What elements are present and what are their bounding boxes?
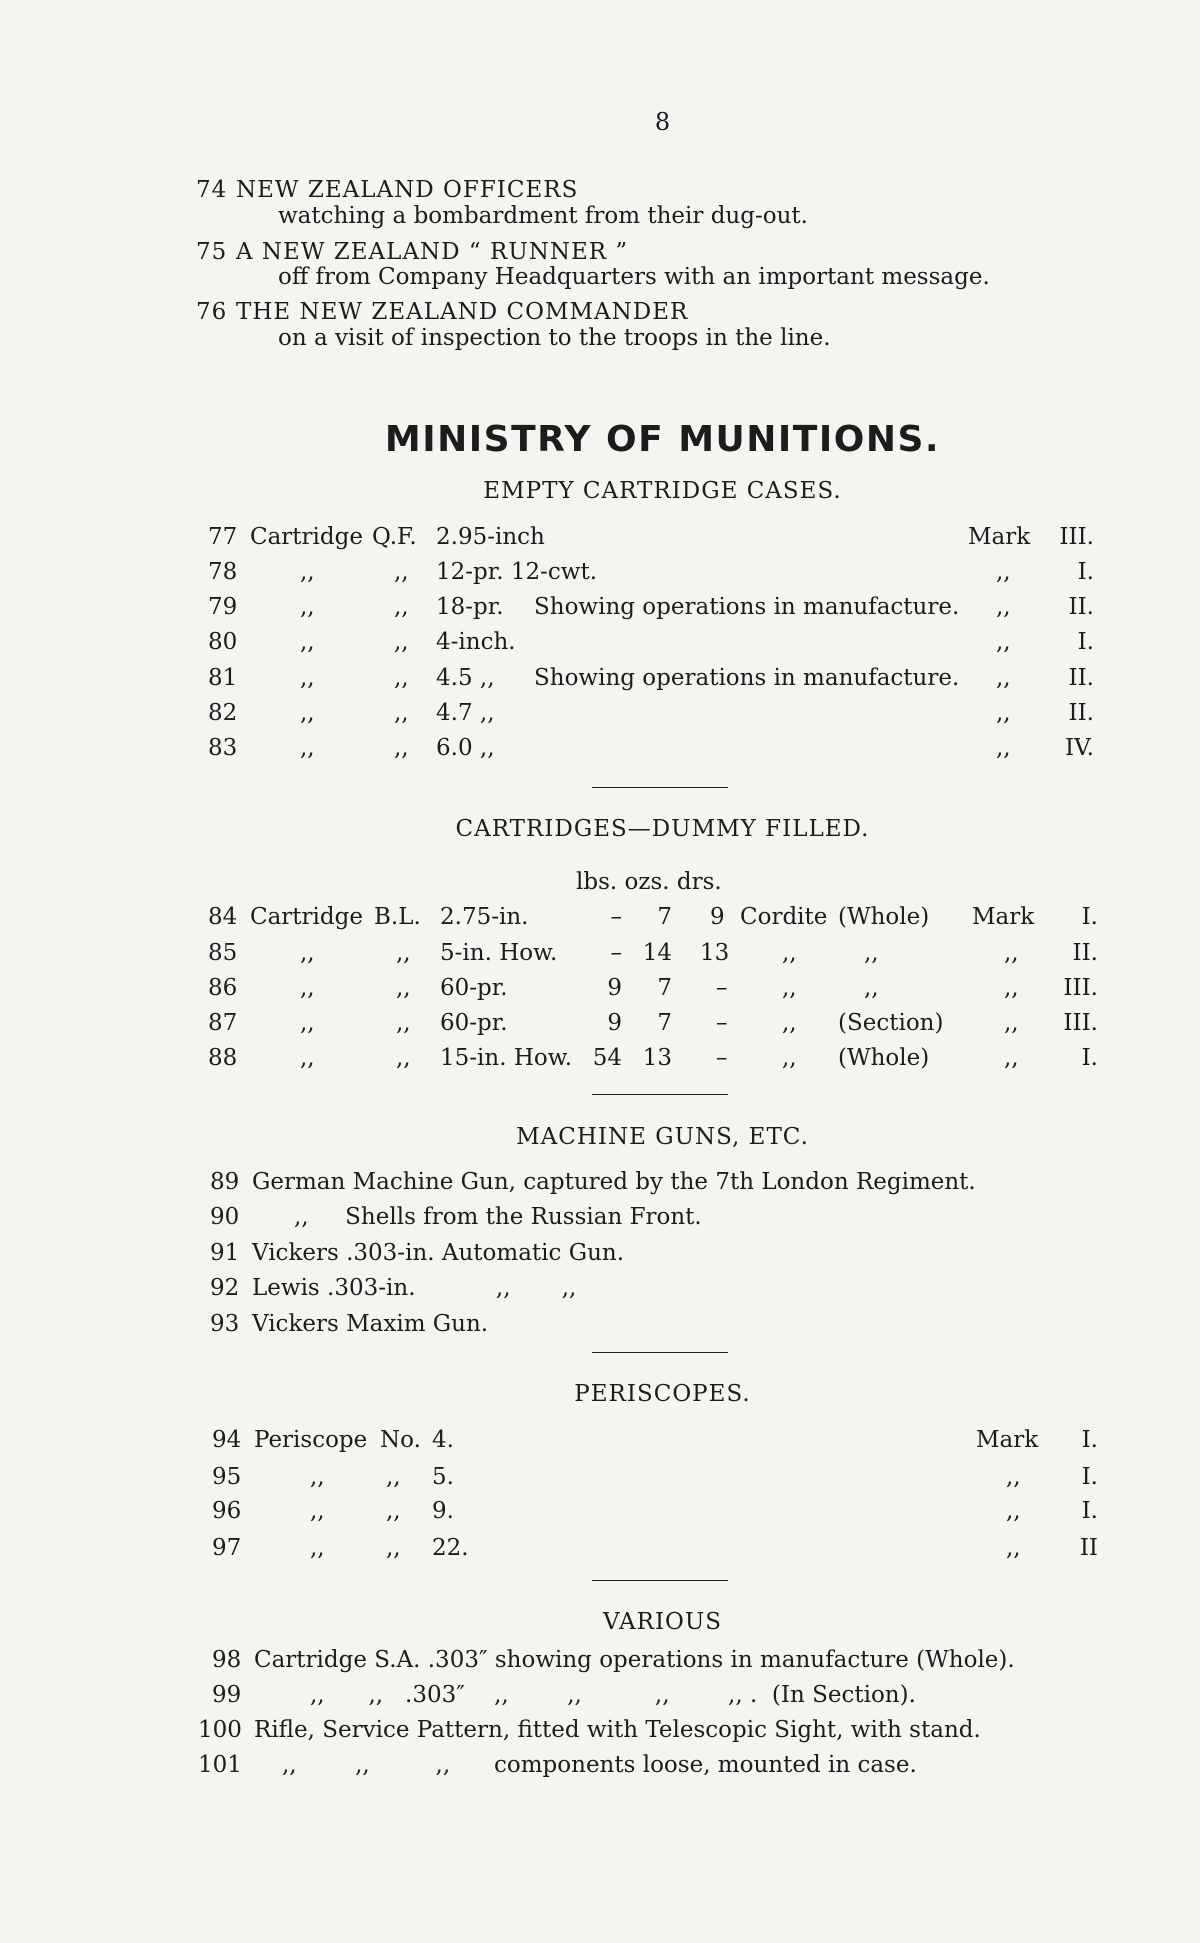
- filling-type: (Whole): [838, 1045, 930, 1071]
- entry-number: 100: [198, 1717, 242, 1743]
- mark-value: I.: [1081, 1498, 1098, 1524]
- mark-value: I.: [1077, 559, 1094, 585]
- entry-number: 98: [212, 1647, 242, 1673]
- entry-item: 2.75-in.: [440, 904, 529, 930]
- weight-ozs: 7: [657, 975, 672, 1001]
- entry-text: Vickers Maxim Gun.: [252, 1311, 489, 1337]
- entry-text: German Machine Gun, captured by the 7th London Regiment.: [252, 1169, 976, 1195]
- mark-value: IV.: [1065, 735, 1094, 761]
- mark-label: Mark: [968, 524, 1031, 550]
- entry-subtype: B.L.: [374, 904, 421, 930]
- section-divider: [592, 1580, 728, 1581]
- entry-number: 81: [208, 665, 238, 691]
- weight-lbs: 54: [592, 1045, 622, 1071]
- entry-number: 88: [208, 1045, 238, 1071]
- entry-number: 84: [208, 904, 238, 930]
- entry-item: 60-pr.: [440, 1010, 508, 1036]
- mark-value: I.: [1081, 1464, 1098, 1490]
- entry-item: 4.: [432, 1427, 454, 1453]
- entry-number: 79: [208, 594, 238, 620]
- mark-label: ,,: [1004, 1010, 1019, 1036]
- entry-type: ,,: [300, 940, 315, 966]
- section-heading: MACHINE GUNS, ETC.: [516, 1124, 809, 1150]
- entry-type: ,,: [300, 700, 315, 726]
- mark-value: III.: [1063, 975, 1098, 1001]
- entry-text: Cartridge S.A. .303″ showing operations in manufacture (Whole).: [254, 1647, 1015, 1673]
- mark-value: III.: [1063, 1010, 1098, 1036]
- entry-number: 96: [212, 1498, 242, 1524]
- mark-label: ,,: [1006, 1535, 1021, 1561]
- entry-item: 4.5 ,,: [436, 665, 495, 691]
- entry-description: Showing operations in manufacture.: [534, 594, 960, 620]
- entry-number: 89: [210, 1169, 240, 1195]
- units-header: lbs. ozs. drs.: [576, 869, 722, 895]
- entry-number: 97: [212, 1535, 242, 1561]
- entry-number: 77: [208, 524, 238, 550]
- entry-subtype: Q.F.: [372, 524, 417, 550]
- weight-ozs: 7: [657, 904, 672, 930]
- filling: ,,: [782, 1010, 797, 1036]
- mark-label: ,,: [1006, 1464, 1021, 1490]
- entry-number: 93: [210, 1311, 240, 1337]
- entry-number: 74: [196, 177, 228, 203]
- section-heading: CARTRIDGES—DUMMY FILLED.: [455, 816, 870, 842]
- entry-number: 94: [212, 1427, 242, 1453]
- mark-value: I.: [1081, 1045, 1098, 1071]
- entry-number: 95: [212, 1464, 242, 1490]
- mark-label: ,,: [1004, 975, 1019, 1001]
- page-number: 8: [654, 108, 671, 136]
- entry-number: 75: [196, 239, 228, 265]
- entry-description: Showing operations in manufacture.: [534, 665, 960, 691]
- entry-number: 80: [208, 629, 238, 655]
- filling-type: ,,: [864, 975, 879, 1001]
- entry-item: 5-in. How.: [440, 940, 558, 966]
- mark-label: ,,: [996, 735, 1011, 761]
- mark-value: III.: [1059, 524, 1094, 550]
- weight-ozs: 14: [642, 940, 672, 966]
- entry-type: ,,: [310, 1498, 325, 1524]
- entry-item: 9.: [432, 1498, 454, 1524]
- filling-type: ,,: [864, 940, 879, 966]
- entry-item: 22.: [432, 1535, 469, 1561]
- entry-type: Cartridge: [250, 524, 363, 550]
- entry-number: 82: [208, 700, 238, 726]
- entry-title: NEW ZEALAND OFFICERS: [236, 177, 579, 203]
- mark-label: ,,: [996, 700, 1011, 726]
- mark-label: ,,: [996, 665, 1011, 691]
- mark-label: Mark: [976, 1427, 1039, 1453]
- weight-ozs: 13: [642, 1045, 672, 1071]
- entry-item: 12-pr. 12-cwt.: [436, 559, 598, 585]
- entry-subtype: ,,: [396, 975, 411, 1001]
- entry-subtype: ,,: [396, 1045, 411, 1071]
- mark-value: I.: [1081, 1427, 1098, 1453]
- entry-number: 76: [196, 299, 228, 325]
- entry-number: 85: [208, 940, 238, 966]
- entry-item: 60-pr.: [440, 975, 508, 1001]
- filling: Cordite: [740, 904, 828, 930]
- entry-subtype: ,,: [396, 1010, 411, 1036]
- weight-lbs: –: [610, 904, 622, 930]
- entry-title: A NEW ZEALAND “ RUNNER ”: [236, 239, 629, 265]
- entry-description: on a visit of inspection to the troops in the line.: [278, 325, 831, 351]
- entry-type: Cartridge: [250, 904, 363, 930]
- entry-item: 2.95-inch: [436, 524, 545, 550]
- weight-drs: –: [716, 975, 728, 1001]
- entry-text: Rifle, Service Pattern, fitted with Telescopic Sight, with stand.: [254, 1717, 981, 1743]
- entry-item: 15-in. How.: [440, 1045, 573, 1071]
- mark-label: ,,: [996, 559, 1011, 585]
- entry-subtype: ,,: [394, 735, 409, 761]
- entry-type: ,,: [300, 665, 315, 691]
- entry-number: 101: [198, 1752, 242, 1778]
- entry-subtype: ,,: [386, 1464, 401, 1490]
- entry-type: Periscope: [254, 1427, 368, 1453]
- weight-lbs: 9: [607, 975, 622, 1001]
- entry-title: THE NEW ZEALAND COMMANDER: [236, 299, 689, 325]
- entry-text: ,, Shells from the Russian Front.: [294, 1204, 702, 1230]
- mark-value: I.: [1081, 904, 1098, 930]
- mark-value: II.: [1068, 700, 1094, 726]
- mark-value: II.: [1068, 594, 1094, 620]
- entry-number: 90: [210, 1204, 240, 1230]
- weight-drs: –: [716, 1045, 728, 1071]
- entry-number: 78: [208, 559, 238, 585]
- entry-text: Vickers .303-in. Automatic Gun.: [252, 1240, 625, 1266]
- weight-lbs: 9: [607, 1010, 622, 1036]
- entry-subtype: ,,: [396, 940, 411, 966]
- entry-number: 86: [208, 975, 238, 1001]
- entry-subtype: ,,: [394, 594, 409, 620]
- entry-subtype: ,,: [394, 665, 409, 691]
- filling-type: (Whole): [838, 904, 930, 930]
- mark-value: II.: [1072, 940, 1098, 966]
- section-heading: VARIOUS: [602, 1609, 723, 1635]
- entry-type: ,,: [310, 1464, 325, 1490]
- mark-value: II.: [1068, 665, 1094, 691]
- entry-subtype: ,,: [386, 1498, 401, 1524]
- entry-number: 87: [208, 1010, 238, 1036]
- mark-value: I.: [1077, 629, 1094, 655]
- mark-label: ,,: [1004, 1045, 1019, 1071]
- entry-text: ,, ,, .303″ ,, ,, ,, ,, . (In Section).: [310, 1682, 916, 1708]
- filling: ,,: [782, 940, 797, 966]
- entry-item: 18-pr.: [436, 594, 504, 620]
- section-heading: EMPTY CARTRIDGE CASES.: [483, 478, 842, 504]
- weight-drs: 9: [710, 904, 725, 930]
- entry-subtype: ,,: [386, 1535, 401, 1561]
- entry-item: 4.7 ,,: [436, 700, 495, 726]
- filling: ,,: [782, 1045, 797, 1071]
- weight-ozs: 7: [657, 1010, 672, 1036]
- filling-type: (Section): [838, 1010, 944, 1036]
- entry-type: ,,: [300, 1045, 315, 1071]
- entry-subtype: ,,: [394, 559, 409, 585]
- entry-type: ,,: [310, 1535, 325, 1561]
- entry-type: ,,: [300, 735, 315, 761]
- mark-label: ,,: [1006, 1498, 1021, 1524]
- entry-text: ,, ,, ,, components loose, mounted in case.: [282, 1752, 917, 1778]
- entry-number: 92: [210, 1275, 240, 1301]
- entry-subtype: ,,: [394, 700, 409, 726]
- mark-label: ,,: [1004, 940, 1019, 966]
- entry-type: ,,: [300, 559, 315, 585]
- entry-subtype: No.: [380, 1427, 421, 1453]
- mark-label: ,,: [996, 629, 1011, 655]
- section-divider: [592, 1094, 728, 1095]
- entry-type: ,,: [300, 975, 315, 1001]
- weight-lbs: –: [610, 940, 622, 966]
- mark-value: II: [1079, 1535, 1098, 1561]
- filling: ,,: [782, 975, 797, 1001]
- entry-text: Lewis .303-in. ,, ,,: [252, 1275, 577, 1301]
- ministry-title: MINISTRY OF MUNITIONS.: [384, 419, 941, 460]
- section-divider: [592, 1352, 728, 1353]
- entry-item: 5.: [432, 1464, 454, 1490]
- entry-number: 91: [210, 1240, 240, 1266]
- entry-type: ,,: [300, 629, 315, 655]
- weight-drs: –: [716, 1010, 728, 1036]
- entry-item: 4-inch.: [436, 629, 516, 655]
- entry-item: 6.0 ,,: [436, 735, 495, 761]
- entry-subtype: ,,: [394, 629, 409, 655]
- section-heading: PERISCOPES.: [574, 1381, 751, 1407]
- entry-number: 83: [208, 735, 238, 761]
- entry-type: ,,: [300, 594, 315, 620]
- entry-number: 99: [212, 1682, 242, 1708]
- mark-label: ,,: [996, 594, 1011, 620]
- entry-description: watching a bombardment from their dug-out.: [278, 203, 808, 229]
- entry-type: ,,: [300, 1010, 315, 1036]
- mark-label: Mark: [972, 904, 1035, 930]
- section-divider: [592, 787, 728, 788]
- entry-description: off from Company Headquarters with an important message.: [278, 264, 990, 290]
- weight-drs: 13: [700, 940, 730, 966]
